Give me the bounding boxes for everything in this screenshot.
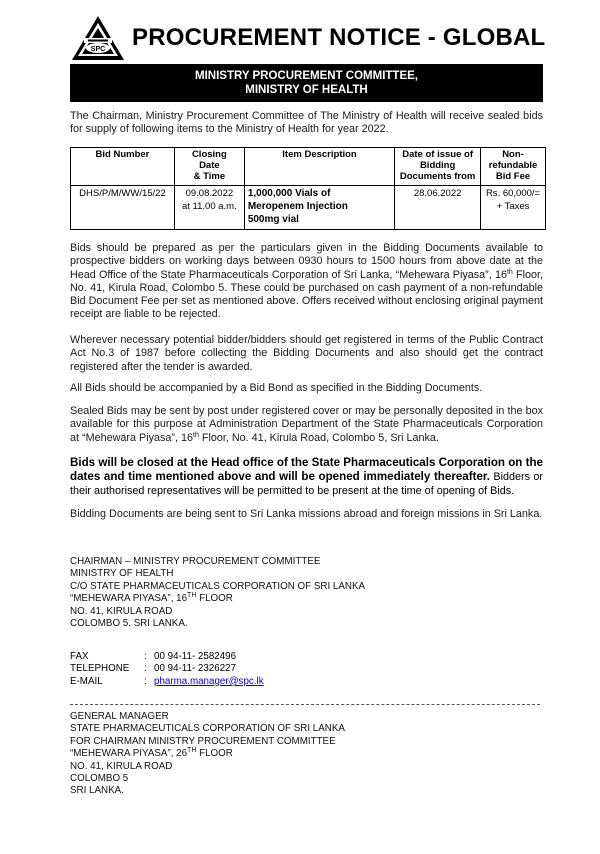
intro-paragraph: The Chairman, Ministry Procurement Committee of The Ministry of Health will receive sealed bids for supply of following items to the Ministry of Health for year 2022. [70, 110, 543, 136]
bid-table [70, 147, 546, 230]
contact-details [70, 651, 264, 688]
cell-item-description: 1,000,000 Vials of Meropenem Injection 500mg vial [244, 186, 394, 230]
page-title: PROCUREMENT NOTICE - GLOBAL [132, 24, 546, 51]
col-bid-fee: Non- refundable Bid Fee [481, 148, 546, 186]
spc-logo [70, 14, 126, 62]
missions-paragraph: Bidding Documents are being sent to Sri Lanka missions abroad and foreign missions in Sri Lanka. [70, 508, 543, 520]
col-issue-date: Date of issue of Bidding Documents from [395, 148, 481, 186]
telephone-row: TELEPHONE : 00 94-11- 2326227 [70, 663, 237, 675]
table-header-row [71, 148, 546, 186]
col-closing-date: Closing Date & Time [174, 148, 244, 186]
banner-line-2: MINISTRY OF HEALTH [245, 84, 368, 96]
sealed-bids-paragraph: Sealed Bids may be sent by post under registered cover or may be personally deposited in the box available for this purpose at Administration Department of the State Pharmaceuticals Corporation at “Mehewara Piyasa”, 16th Floor, No. 41, Kirula Road, Colombo 5, Sri Lanka. [70, 405, 543, 444]
cell-bid-fee: Rs. 60,000/= + Taxes [481, 186, 546, 230]
table-row [71, 186, 546, 230]
closing-paragraph: Bids will be closed at the Head office of the State Pharmaceuticals Corporation on the dates and time mentioned above and will be opened immediately thereafter. Bidders or their authorised representatives will be permitted to be present at the time of opening of Bids. [70, 456, 543, 497]
email-link[interactable]: pharma.manager@spc.lk [154, 675, 264, 687]
cell-issue-date: 28.06.2022 [395, 186, 481, 230]
cell-bid-number: DHS/P/M/WW/15/22 [71, 186, 175, 230]
bid-bond-paragraph: All Bids should be accompanied by a Bid Bond as specified in the Bidding Documents. [70, 382, 483, 394]
col-bid-number: Bid Number [71, 148, 175, 186]
banner-line-1: MINISTRY PROCUREMENT COMMITTEE, [195, 70, 418, 82]
registration-paragraph: Wherever necessary potential bidder/bidders should get registered in terms of the Public Contract Act No.3 of 1987 before collecting the Bidding Documents and also should get the contract registered after the tender is awarded. [70, 334, 543, 373]
general-manager-address: GENERAL MANAGER STATE PHARMACEUTICALS CORPORATION OF SRI LANKA FOR CHAIRMAN MINISTRY PROCUREMENT COMMITTEE “MEHEWARA PIYASA”, 26TH FLOOR NO. 41, KIRULA ROAD COLOMBO 5 SRI LANKA. [70, 711, 345, 797]
chairman-address: CHAIRMAN – MINISTRY PROCUREMENT COMMITTEE MINISTRY OF HEALTH C/O STATE PHARMACEUTICALS CORPORATION OF SRI LANKA “MEHEWARA PIYASA”, 16TH FLOOR NO. 41, KIRULA ROAD COLOMBO 5. SRI LANKA. [70, 556, 366, 630]
col-item-description: Item Description [244, 148, 394, 186]
logo-text: SPC [90, 46, 106, 53]
bidding-documents-paragraph: Bids should be prepared as per the particulars given in the Bidding Documents available to prospective bidders on working days between 0930 hours to 1500 hours from above date at the Head Office of the State Pharmaceuticals Corporation of Sri Lanka, “Mehewara Piyasa”, 16th Floor, No. 41, Kirula Road, Colombo 5. These could be purchased on cash payment of a non-refundable Bid Document Fee per set as mentioned above. Offers received without enclosing original payment receipt are liable to be rejected. [70, 242, 543, 321]
fax-row: FAX : 00 94-11- 2582496 [70, 651, 237, 662]
cell-closing-date: 09.08.2022 at 11.00 a.m. [174, 186, 244, 230]
divider [70, 704, 540, 705]
committee-banner [70, 64, 543, 102]
email-row: E-MAIL : pharma.manager@spc.lk [70, 675, 264, 687]
notice-header [70, 14, 550, 62]
